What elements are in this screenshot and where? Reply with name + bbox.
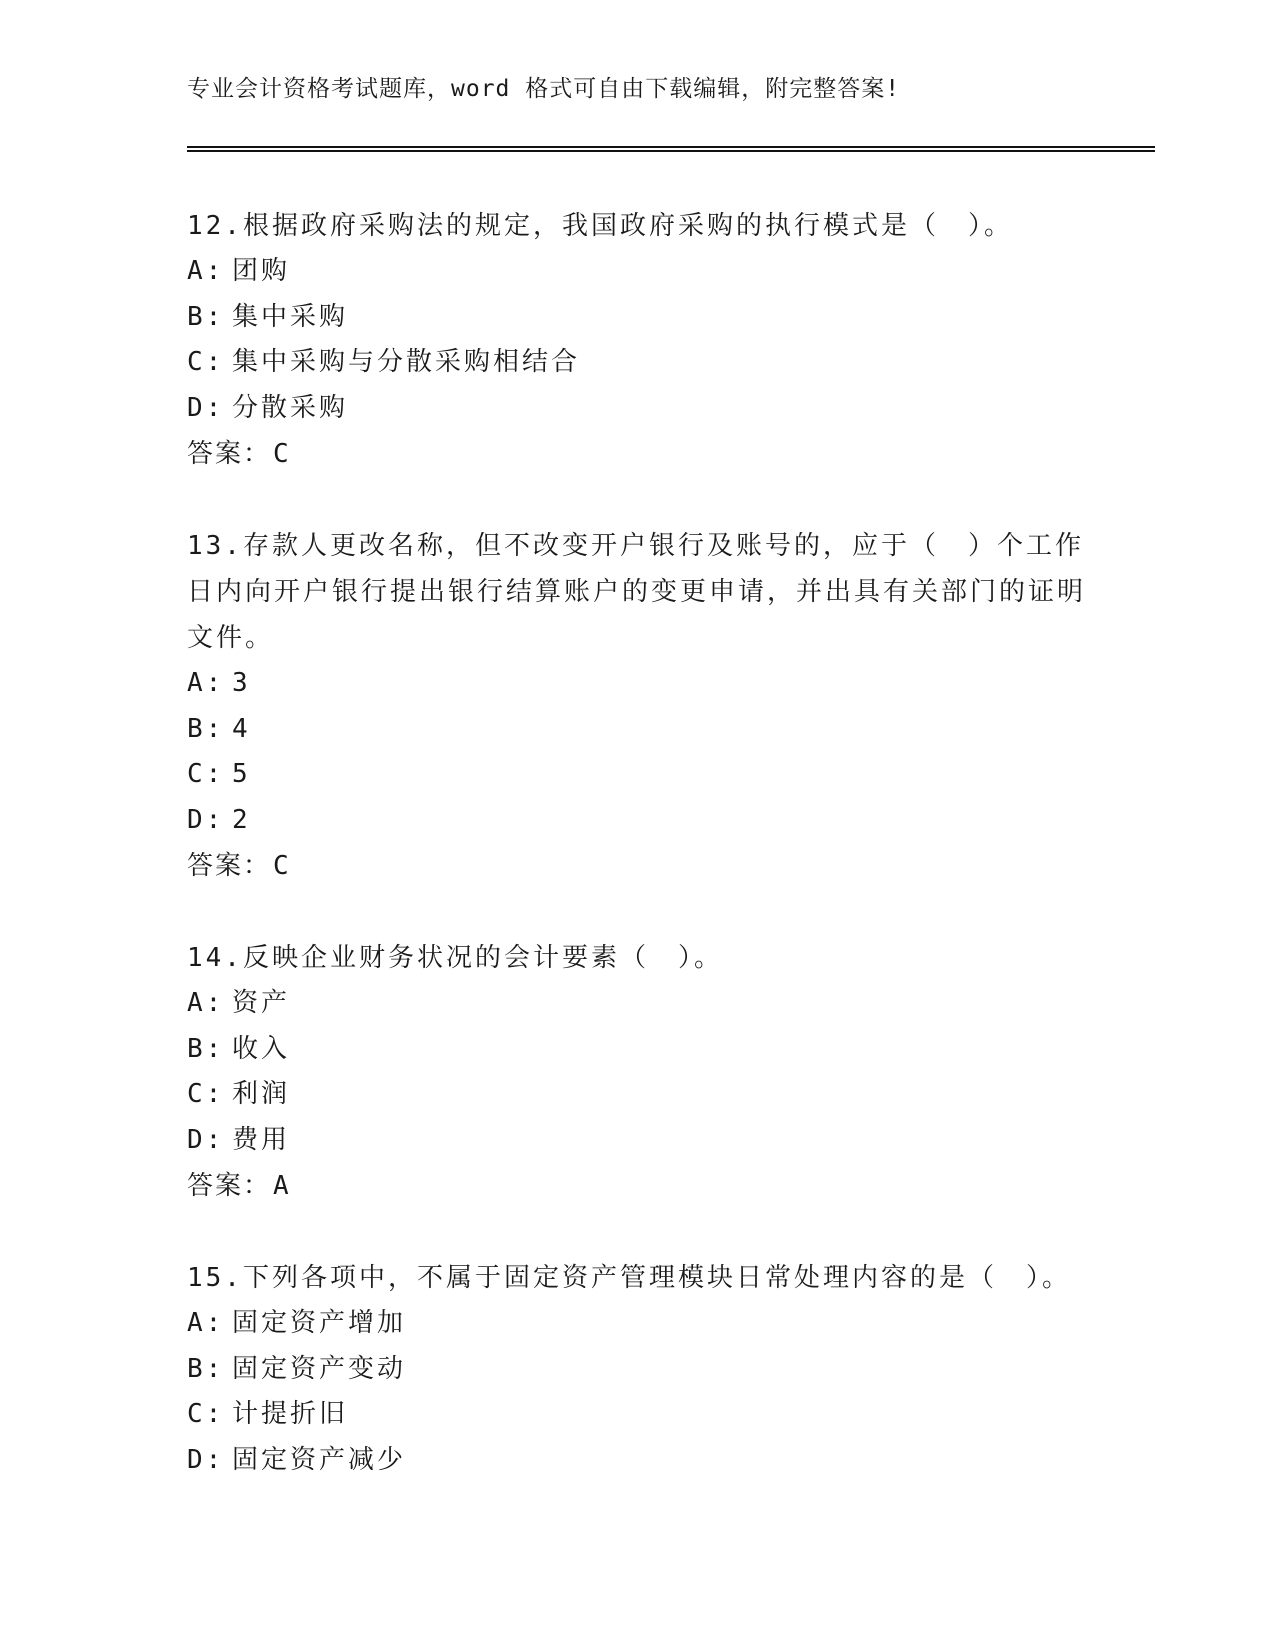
option-text: 4 xyxy=(232,713,251,744)
question-list xyxy=(187,203,1087,1529)
option-key: D: xyxy=(187,1124,225,1155)
answer-label: 答案： xyxy=(187,439,272,469)
option-text: 2 xyxy=(232,804,251,835)
option-key: B: xyxy=(187,1353,225,1384)
option-c xyxy=(187,1072,1087,1118)
answer-line xyxy=(187,843,1087,889)
option-a xyxy=(187,981,1087,1027)
option-a xyxy=(187,249,1087,295)
option-key: A: xyxy=(187,1308,225,1338)
header-double-rule xyxy=(187,146,1155,152)
option-text: 分散采购 xyxy=(232,392,349,423)
answer-value: C xyxy=(273,851,291,881)
option-text: 固定资产减少 xyxy=(232,1444,407,1475)
question-stem: 15.下列各项中，不属于固定资产管理模块日常处理内容的是（ ）。 xyxy=(187,1263,1071,1293)
page-header: 专业会计资格考试题库，word 格式可自由下载编辑，附完整答案! xyxy=(187,76,901,102)
question-13 xyxy=(187,523,1087,889)
option-key: D: xyxy=(187,1444,225,1475)
option-key: C: xyxy=(187,1079,225,1109)
option-b xyxy=(187,1347,1087,1393)
option-text: 3 xyxy=(232,668,251,698)
option-key: B: xyxy=(187,301,225,332)
option-b xyxy=(187,1027,1087,1073)
answer-label: 答案： xyxy=(187,851,272,881)
option-text: 团购 xyxy=(232,256,291,286)
option-text: 计提折旧 xyxy=(232,1399,349,1429)
answer-line xyxy=(187,431,1087,477)
option-key: C: xyxy=(187,347,225,377)
question-stem: 13.存款人更改名称，但不改变开户银行及账号的，应于（ ）个工作日内向开户银行提出银行结算账户的变更申请，并出具有关部门的证明文件。 xyxy=(187,531,1087,653)
option-d xyxy=(187,386,1087,432)
question-stem: 14.反映企业财务状况的会计要素（ ）。 xyxy=(187,943,723,973)
option-key: C: xyxy=(187,759,225,789)
question-15 xyxy=(187,1255,1087,1483)
option-key: D: xyxy=(187,804,225,835)
option-d xyxy=(187,798,1087,844)
option-key: C: xyxy=(187,1399,225,1429)
option-text: 资产 xyxy=(232,988,291,1018)
option-text: 费用 xyxy=(232,1124,291,1155)
option-c xyxy=(187,752,1087,798)
option-a xyxy=(187,661,1087,707)
option-text: 利润 xyxy=(232,1079,291,1109)
option-d xyxy=(187,1118,1087,1164)
question-14 xyxy=(187,935,1087,1209)
option-a xyxy=(187,1301,1087,1347)
option-text: 收入 xyxy=(232,1033,291,1064)
option-b xyxy=(187,707,1087,753)
option-key: A: xyxy=(187,988,225,1018)
option-d xyxy=(187,1438,1087,1484)
option-text: 5 xyxy=(232,759,251,789)
option-text: 固定资产增加 xyxy=(232,1308,407,1338)
question-stem: 12.根据政府采购法的规定，我国政府采购的执行模式是（ ）。 xyxy=(187,211,1013,241)
option-key: A: xyxy=(187,668,225,698)
question-12 xyxy=(187,203,1087,477)
answer-line xyxy=(187,1163,1087,1209)
option-key: B: xyxy=(187,713,225,744)
option-key: D: xyxy=(187,392,225,423)
option-c xyxy=(187,340,1087,386)
option-key: B: xyxy=(187,1033,225,1064)
answer-label: 答案： xyxy=(187,1171,272,1201)
option-b xyxy=(187,295,1087,341)
answer-value: C xyxy=(273,439,291,469)
option-text: 集中采购与分散采购相结合 xyxy=(232,347,581,377)
answer-value: A xyxy=(273,1171,291,1201)
option-text: 固定资产变动 xyxy=(232,1353,407,1384)
option-text: 集中采购 xyxy=(232,301,349,332)
option-key: A: xyxy=(187,256,225,286)
option-c xyxy=(187,1392,1087,1438)
